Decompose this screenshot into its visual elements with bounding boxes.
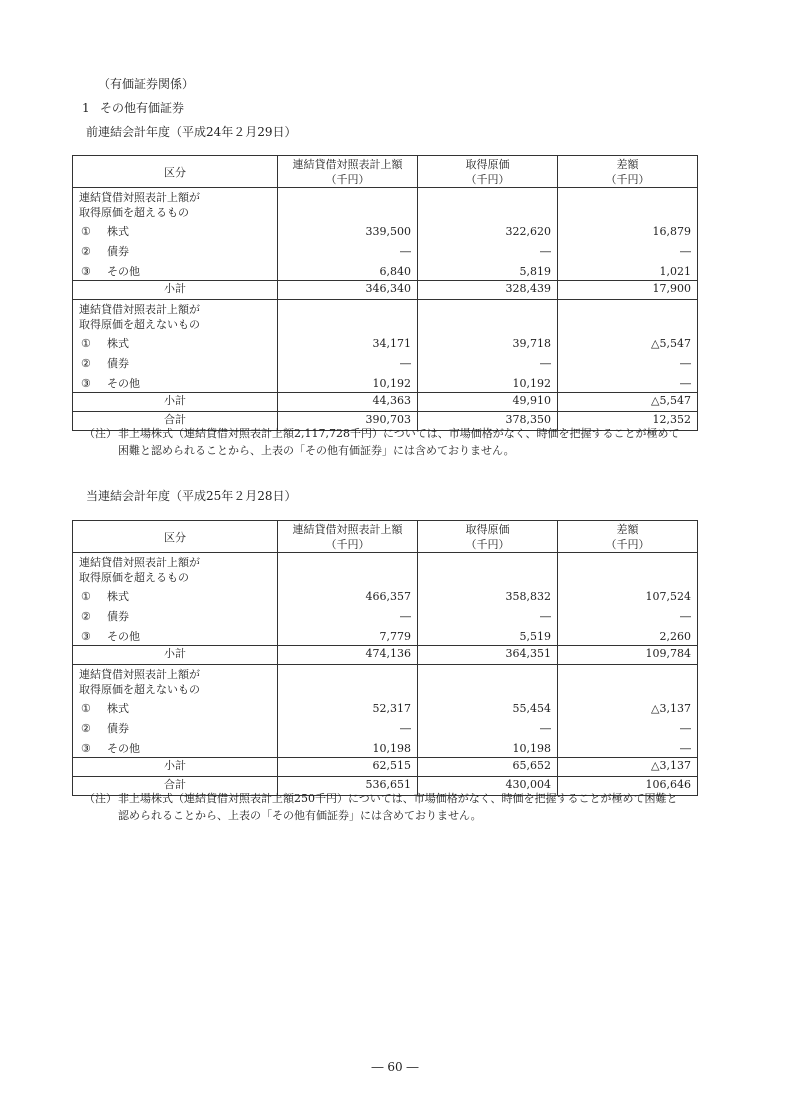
cost-cell: ― [418, 240, 558, 260]
prior-note [84, 425, 724, 459]
cost-cell: ― [418, 352, 558, 372]
col-difference: 差額 （千円） [558, 521, 698, 553]
difference-cell: △3,137 [558, 697, 698, 717]
other-label: その他 [107, 377, 140, 390]
subtotal-row [73, 646, 698, 665]
subtotal-difference-cell: 17,900 [558, 281, 698, 300]
stock-marker: ① [81, 337, 91, 350]
book-value-cell: ― [278, 240, 418, 260]
subtotal-cost-cell: 328,439 [418, 281, 558, 300]
cost-cell: 5,819 [418, 260, 558, 281]
total-label: 合計 [73, 412, 278, 431]
total-book-value-cell: 390,703 [278, 412, 418, 431]
table-row [73, 220, 698, 240]
bond-marker: ② [81, 610, 91, 623]
other-marker: ③ [81, 742, 91, 755]
current-note-line2: 認められることから、上表の「その他有価証券」には含めておりません。 [118, 809, 482, 822]
prior-year-table [72, 155, 698, 431]
col-difference: 差額 （千円） [558, 156, 698, 188]
bond-marker: ② [81, 245, 91, 258]
other-marker: ③ [81, 377, 91, 390]
group-title-line2: 取得原価を超えないもの [79, 683, 200, 696]
table-row [73, 240, 698, 260]
prior-note-line1: 非上場株式（連結貸借対照表計上額2,117,728千円）については、市場価格がなく、時価を把握することが極めて [118, 427, 680, 440]
row-label-stock [73, 697, 278, 717]
group-title-row [73, 665, 698, 698]
table-row [73, 372, 698, 393]
section-label: その他有価証券 [100, 101, 185, 115]
book-value-cell: 339,500 [278, 220, 418, 240]
cost-cell: 55,454 [418, 697, 558, 717]
book-value-cell: 10,198 [278, 737, 418, 758]
section-number: 1 [82, 101, 90, 115]
group-title-row [73, 188, 698, 221]
cost-cell: 39,718 [418, 332, 558, 352]
page-number: ― 60 ― [371, 1060, 419, 1074]
total-book-value-cell: 536,651 [278, 777, 418, 796]
row-label-bond [73, 240, 278, 260]
cost-cell: 5,519 [418, 625, 558, 646]
stock-marker: ① [81, 702, 91, 715]
cost-cell: ― [418, 717, 558, 737]
cost-cell: 10,192 [418, 372, 558, 393]
row-label-other [73, 372, 278, 393]
table-row [73, 625, 698, 646]
group-title [73, 300, 278, 333]
securities-heading: （有価証券関係） [98, 77, 195, 91]
col-category: 区分 [73, 521, 278, 553]
stock-label: 株式 [107, 590, 129, 603]
col-cost: 取得原価 （千円） [418, 156, 558, 188]
difference-cell: ― [558, 737, 698, 758]
difference-cell: ― [558, 717, 698, 737]
bond-label: 債券 [107, 610, 129, 623]
cost-cell: 358,832 [418, 585, 558, 605]
book-value-cell: 52,317 [278, 697, 418, 717]
total-cost-cell: 378,350 [418, 412, 558, 431]
row-label-stock [73, 220, 278, 240]
subtotal-row [73, 393, 698, 412]
subtotal-cost-cell: 49,910 [418, 393, 558, 412]
group-title-row [73, 553, 698, 586]
current-note-tag: （注） [84, 792, 117, 805]
current-note-line1: 非上場株式（連結貸借対照表計上額250千円）については、市場価格がなく、時価を把握することが極めて困難と [118, 792, 678, 805]
prior-note-tag: （注） [84, 427, 117, 440]
book-value-cell: 6,840 [278, 260, 418, 281]
group-title-line2: 取得原価を超えるもの [79, 206, 189, 219]
header-row [73, 521, 698, 553]
group-title-line1: 連結貸借対照表計上額が [79, 303, 200, 316]
difference-cell: ― [558, 372, 698, 393]
subtotal-book-value-cell: 62,515 [278, 758, 418, 777]
difference-cell: 16,879 [558, 220, 698, 240]
difference-cell: 107,524 [558, 585, 698, 605]
prior-note-line2: 困難と認められることから、上表の「その他有価証券」には含めておりません。 [118, 444, 515, 457]
difference-cell: ― [558, 352, 698, 372]
subtotal-difference-cell: 109,784 [558, 646, 698, 665]
table-row [73, 737, 698, 758]
col-cost: 取得原価 （千円） [418, 521, 558, 553]
table-row [73, 352, 698, 372]
table-row [73, 260, 698, 281]
subtotal-book-value-cell: 346,340 [278, 281, 418, 300]
other-label: その他 [107, 742, 140, 755]
book-value-cell: ― [278, 717, 418, 737]
difference-cell: ― [558, 240, 698, 260]
stock-label: 株式 [107, 225, 129, 238]
subtotal-difference-cell: △5,547 [558, 393, 698, 412]
total-difference-cell: 12,352 [558, 412, 698, 431]
difference-cell: 2,260 [558, 625, 698, 646]
total-difference-cell: 106,646 [558, 777, 698, 796]
other-label: その他 [107, 265, 140, 278]
total-cost-cell: 430,004 [418, 777, 558, 796]
stock-label: 株式 [107, 337, 129, 350]
cost-cell: ― [418, 605, 558, 625]
section-title [82, 99, 184, 116]
cost-cell: 322,620 [418, 220, 558, 240]
col-category: 区分 [73, 156, 278, 188]
stock-marker: ① [81, 590, 91, 603]
difference-cell: 1,021 [558, 260, 698, 281]
other-label: その他 [107, 630, 140, 643]
difference-cell: △5,547 [558, 332, 698, 352]
col-book-value: 連結貸借対照表計上額 （千円） [278, 521, 418, 553]
book-value-cell: 466,357 [278, 585, 418, 605]
stock-label: 株式 [107, 702, 129, 715]
subtotal-label: 小計 [73, 646, 278, 665]
current-period-title: 当連結会計年度（平成25年２月28日） [86, 489, 297, 503]
book-value-cell: ― [278, 352, 418, 372]
subtotal-book-value-cell: 44,363 [278, 393, 418, 412]
table-row [73, 697, 698, 717]
bond-label: 債券 [107, 245, 129, 258]
row-label-other [73, 260, 278, 281]
book-value-cell: ― [278, 605, 418, 625]
group-title [73, 553, 278, 586]
group-title [73, 665, 278, 698]
bond-label: 債券 [107, 357, 129, 370]
row-label-bond [73, 717, 278, 737]
row-label-stock [73, 585, 278, 605]
table-row [73, 717, 698, 737]
col-book-value: 連結貸借対照表計上額 （千円） [278, 156, 418, 188]
table-row [73, 332, 698, 352]
group-title-row [73, 300, 698, 333]
other-marker: ③ [81, 630, 91, 643]
book-value-cell: 34,171 [278, 332, 418, 352]
row-label-other [73, 625, 278, 646]
subtotal-difference-cell: △3,137 [558, 758, 698, 777]
group-title [73, 188, 278, 221]
group-title-line1: 連結貸借対照表計上額が [79, 191, 200, 204]
subtotal-cost-cell: 364,351 [418, 646, 558, 665]
row-label-other [73, 737, 278, 758]
row-label-bond [73, 352, 278, 372]
subtotal-cost-cell: 65,652 [418, 758, 558, 777]
book-value-cell: 10,192 [278, 372, 418, 393]
table-row [73, 585, 698, 605]
group-title-line1: 連結貸借対照表計上額が [79, 668, 200, 681]
subtotal-label: 小計 [73, 281, 278, 300]
bond-marker: ② [81, 357, 91, 370]
subtotal-row [73, 758, 698, 777]
subtotal-label: 小計 [73, 758, 278, 777]
subtotal-label: 小計 [73, 393, 278, 412]
stock-marker: ① [81, 225, 91, 238]
subtotal-row [73, 281, 698, 300]
cost-cell: 10,198 [418, 737, 558, 758]
current-year-table [72, 520, 698, 796]
total-label: 合計 [73, 777, 278, 796]
book-value-cell: 7,779 [278, 625, 418, 646]
row-label-stock [73, 332, 278, 352]
header-row [73, 156, 698, 188]
other-marker: ③ [81, 265, 91, 278]
bond-label: 債券 [107, 722, 129, 735]
subtotal-book-value-cell: 474,136 [278, 646, 418, 665]
prior-period-title: 前連結会計年度（平成24年２月29日） [86, 125, 297, 139]
bond-marker: ② [81, 722, 91, 735]
group-title-line2: 取得原価を超えないもの [79, 318, 200, 331]
group-title-line2: 取得原価を超えるもの [79, 571, 189, 584]
row-label-bond [73, 605, 278, 625]
table-row [73, 605, 698, 625]
difference-cell: ― [558, 605, 698, 625]
group-title-line1: 連結貸借対照表計上額が [79, 556, 200, 569]
current-note [84, 790, 724, 824]
